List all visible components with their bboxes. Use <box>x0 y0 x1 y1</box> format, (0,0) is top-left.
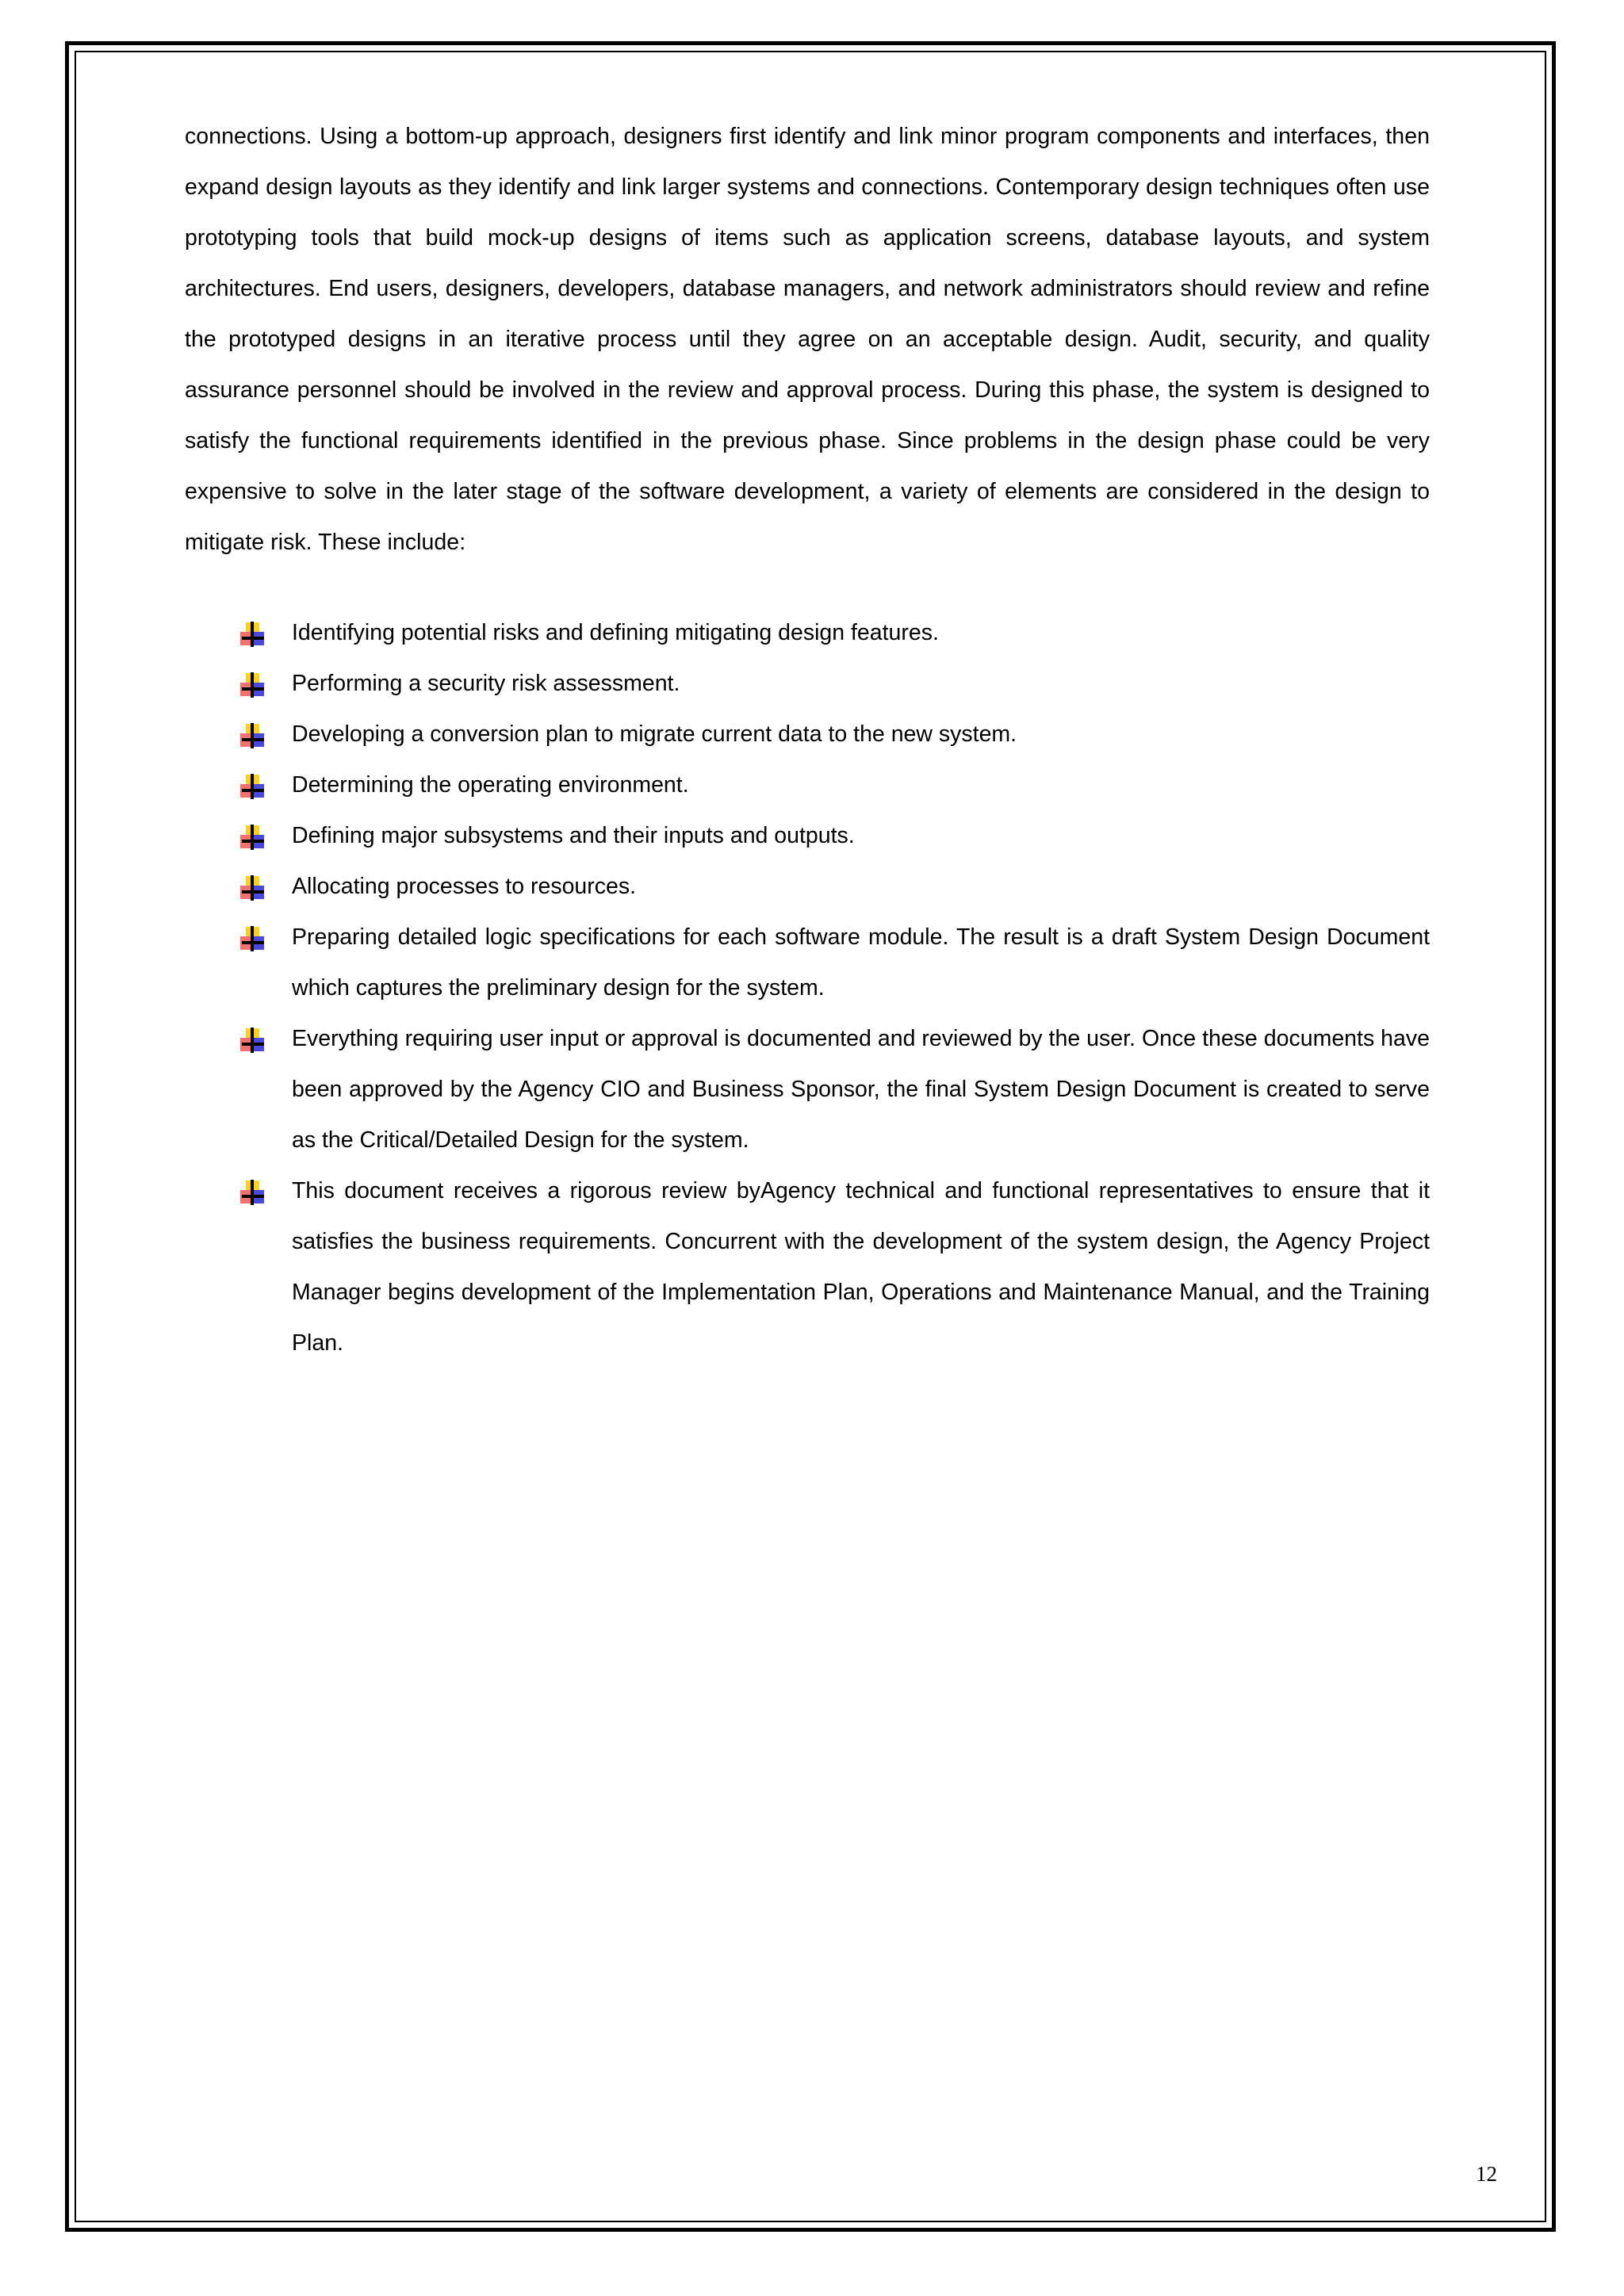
multicolor-cross-bullet-icon <box>240 622 266 647</box>
list-item-label: Defining major subsystems and their inputs and outputs. <box>292 823 855 848</box>
list-item-label: Allocating processes to resources. <box>292 874 637 899</box>
list-item-label: Performing a security risk assessment. <box>292 671 680 696</box>
list-item <box>185 810 1430 861</box>
multicolor-cross-bullet-icon <box>240 825 266 850</box>
multicolor-cross-bullet-icon <box>240 1180 266 1205</box>
list-item <box>185 912 1430 1013</box>
list-item-label: Determining the operating environment. <box>292 772 689 798</box>
list-item <box>185 1165 1430 1368</box>
list-item-label: Everything requiring user input or approval is documented and reviewed by the user. Once these documents have been approved by the Agency CIO and Business Sponsor, the final System Design Document is created to serve as the Critical/Detailed Design for the system. <box>292 1026 1430 1153</box>
page-number: 12 <box>1476 2162 1497 2186</box>
list-item <box>185 607 1430 658</box>
list-item-label: Developing a conversion plan to migrate current data to the new system. <box>292 721 1017 747</box>
multicolor-cross-bullet-icon <box>240 875 266 901</box>
multicolor-cross-bullet-icon <box>240 774 266 799</box>
list-item <box>185 658 1430 709</box>
list-item <box>185 861 1430 912</box>
list-item <box>185 1013 1430 1165</box>
list-item <box>185 709 1430 760</box>
multicolor-cross-bullet-icon <box>240 1027 266 1053</box>
page-content <box>185 111 1430 1368</box>
design-elements-bullet-list <box>185 607 1430 1368</box>
multicolor-cross-bullet-icon <box>240 926 266 951</box>
list-item-label: Identifying potential risks and defining mitigating design features. <box>292 620 939 645</box>
body-paragraph: connections. Using a bottom-up approach, designers first identify and link minor program components and interfaces, then expand design layouts as they identify and link larger systems and connections. Contemporary design techniques often use prototyping tools that build mock-up designs of items such as application screens, database layouts, and system architectures. End users, designers, developers, database managers, and network administrators should review and refine the prototyped designs in an iterative process until they agree on an acceptable design. Audit, security, and quality assurance personnel should be involved in the review and approval process. During this phase, the system is designed to satisfy the functional requirements identified in the previous phase. Since problems in the design phase could be very expensive to solve in the later stage of the software development, a variety of elements are considered in the design to mitigate risk. These include: <box>185 124 1430 555</box>
multicolor-cross-bullet-icon <box>240 723 266 748</box>
list-item <box>185 760 1430 810</box>
list-item-label: This document receives a rigorous review byAgency technical and functional representatives to ensure that it satisfies the business requirements. Concurrent with the development of the system design, the Agency Project Manager begins development of the Implementation Plan, Operations and Maintenance Manual, and the Training Plan. <box>292 1178 1430 1356</box>
multicolor-cross-bullet-icon <box>240 672 266 698</box>
list-item-label: Preparing detailed logic specifications for each software module. The result is a draft System Design Document which captures the preliminary design for the system. <box>292 924 1430 1001</box>
